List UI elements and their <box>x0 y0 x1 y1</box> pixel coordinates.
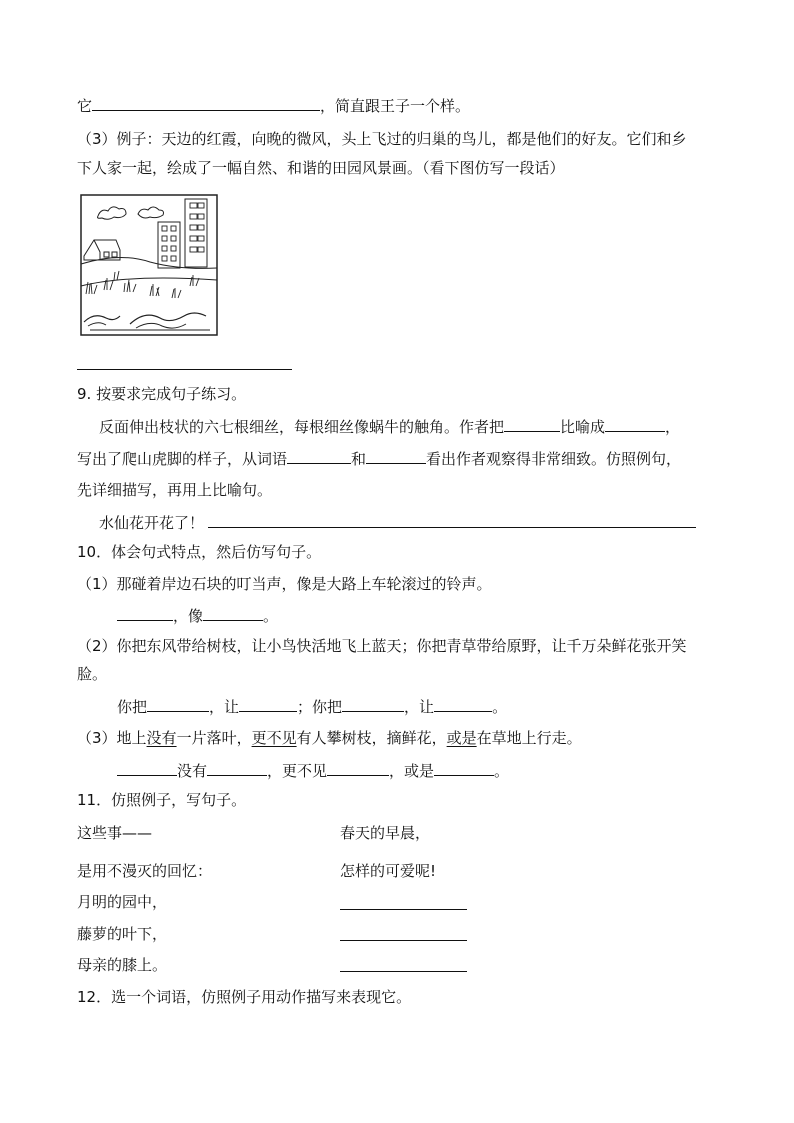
q10-sentence-2a: （2）你把东风带给树枝，让小鸟快活地飞上蓝天；你把青草带给原野，让千万朵鲜花张开笑 <box>77 637 687 655</box>
sentence-suffix: ，简直跟王子一个样。 <box>320 97 471 115</box>
q10-text: 。 <box>494 762 510 780</box>
underlined-word: 没有 <box>146 729 177 747</box>
q11-left-line: 藤萝的叶下， <box>77 925 168 943</box>
answer-blank[interactable] <box>434 696 492 712</box>
sentence-prefix: 它 <box>77 97 93 115</box>
q10-text: 。 <box>492 698 508 716</box>
q10-text: 你把 <box>117 698 148 716</box>
q10-text: 在草地上行走。 <box>476 729 582 747</box>
answer-blank[interactable] <box>207 760 267 776</box>
q10-text: 一片落叶， <box>176 729 252 747</box>
answer-blank[interactable] <box>92 95 320 111</box>
q10-fill-1 <box>117 605 278 626</box>
q9-text: 反面伸出枝状的六七根细丝，每根细丝像蜗牛的触角。作者把 <box>99 418 505 436</box>
q9-paragraph-line-3: 先详细描写，再用上比喻句。 <box>77 481 273 499</box>
q10-sentence-2b: 脸。 <box>77 665 108 683</box>
answer-line[interactable] <box>340 909 467 910</box>
q11-left-line: 月明的园中， <box>77 893 168 911</box>
answer-blank[interactable] <box>117 760 177 776</box>
q3-example-line-1: （3）例子：天边的红霞，向晚的微风，头上飞过的归巢的鸟儿，都是他们的好友。它们和乡 <box>77 130 687 148</box>
q10-sentence-1: （1）那碰着岸边石块的叮当声，像是大路上车轮滚过的铃声。 <box>77 575 492 593</box>
q11-left-line: 母亲的膝上。 <box>77 956 168 974</box>
q11-left-line: 这些事—— <box>77 824 153 842</box>
answer-blank[interactable] <box>327 760 389 776</box>
q10-text: ，让 <box>404 698 435 716</box>
q11-right-line: 怎样的可爱呢! <box>340 862 437 880</box>
q9-text: 和 <box>351 450 367 468</box>
q9-text: 比喻成 <box>560 418 606 436</box>
q9-text: 水仙花开花了！ <box>99 514 205 532</box>
answer-line[interactable] <box>77 369 292 370</box>
answer-blank[interactable] <box>208 512 696 528</box>
q9-paragraph-line-1 <box>99 416 680 437</box>
q3-example-line-2: 下人家一起，绘成了一幅自然、和谐的田园风景画。（看下图仿写一段话） <box>77 159 565 177</box>
answer-blank[interactable] <box>342 696 404 712</box>
q12-title: 12．选一个词语，仿照例子用动作描写来表现它。 <box>77 988 412 1006</box>
answer-blank[interactable] <box>434 760 494 776</box>
q9-paragraph-line-2 <box>77 448 681 469</box>
q10-fill-3 <box>117 760 509 781</box>
q10-text: （3）地上 <box>77 729 147 747</box>
q10-text: 。 <box>263 607 279 625</box>
q10-text: ，像 <box>173 607 204 625</box>
answer-line[interactable] <box>340 940 467 941</box>
answer-blank[interactable] <box>203 605 263 621</box>
q11-title: 11．仿照例子，写句子。 <box>77 791 247 809</box>
q9-fill-line <box>99 512 696 533</box>
q10-fill-2 <box>117 696 507 717</box>
landscape-illustration <box>80 194 218 336</box>
answer-blank[interactable] <box>366 448 426 464</box>
answer-line[interactable] <box>340 971 467 972</box>
q11-right-line: 春天的早晨， <box>340 824 431 842</box>
answer-blank[interactable] <box>117 605 173 621</box>
q9-text: 看出作者观察得非常细致。仿照例句， <box>426 450 682 468</box>
q10-text: 没有 <box>177 762 208 780</box>
q10-text: ，或是 <box>389 762 435 780</box>
q10-text: ，更不见 <box>267 762 328 780</box>
q10-text: 有人攀树枝，摘鲜花， <box>296 729 447 747</box>
answer-blank[interactable] <box>605 416 665 432</box>
q9-text: 写出了爬山虎脚的样子，从词语 <box>77 450 288 468</box>
q9-title: 9. 按要求完成句子练习。 <box>77 385 247 403</box>
underlined-word: 更不见 <box>251 729 297 747</box>
q10-text: ；你把 <box>297 698 343 716</box>
q11-left-line: 是用不漫灭的回忆： <box>77 862 213 880</box>
underlined-word: 或是 <box>446 729 477 747</box>
q10-title: 10．体会句式特点，然后仿写句子。 <box>77 543 322 561</box>
answer-blank[interactable] <box>504 416 560 432</box>
answer-blank[interactable] <box>239 696 297 712</box>
q9-text: ， <box>665 418 681 436</box>
q10-sentence-3 <box>77 728 582 748</box>
q10-text: ，让 <box>209 698 240 716</box>
sentence-line-1 <box>77 95 470 116</box>
answer-blank[interactable] <box>147 696 209 712</box>
answer-blank[interactable] <box>287 448 351 464</box>
